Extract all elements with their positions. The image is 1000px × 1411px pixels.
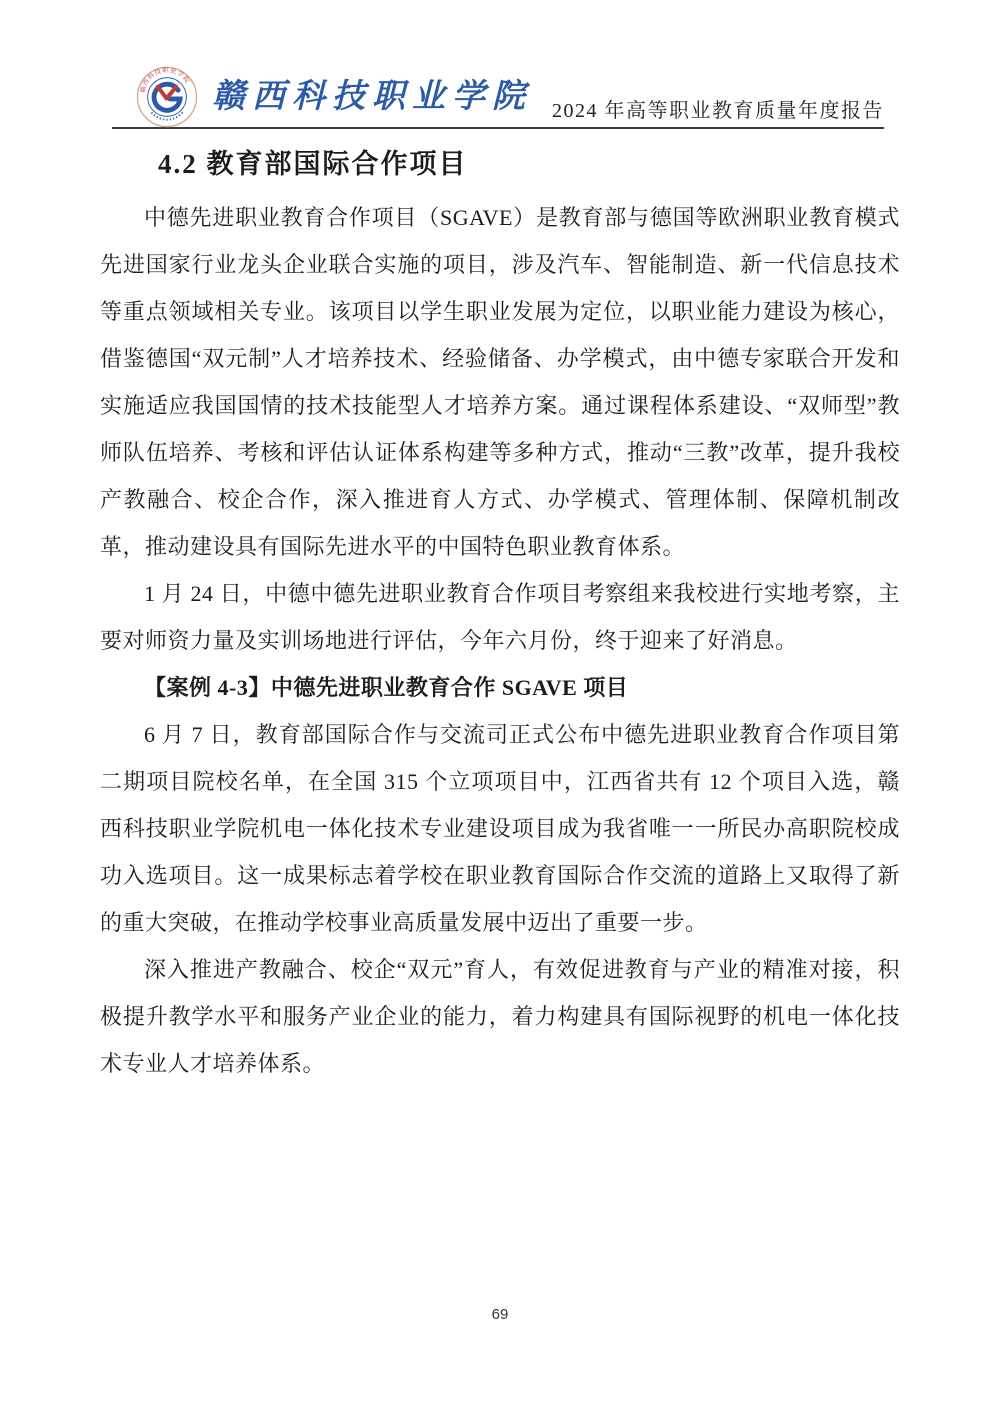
seal-arc-text: 赣西科技职业学院 <box>139 66 192 94</box>
paragraph-project-selection: 6 月 7 日，教育部国际合作与交流司正式公布中德先进职业教育合作项目第二期项目院校名单，在全国 315 个立项项目中，江西省共有 12 个项目入选，赣西科技职业学院机电一体化技术专业建设项目成为我省唯一一所民办高职院校成功入选项目。这一成果标志着学校在职业教育国际合作交流的道路上又取得了新的重大突破，在推动学校事业高质量发展中迈出了重要一步。 <box>100 722 900 935</box>
case-heading: 【案例 4-3】中德先进职业教育合作 SGAVE 项目 <box>144 675 629 700</box>
paragraph-sgave-intro: 中德先进职业教育合作项目（SGAVE）是教育部与德国等欧洲职业教育模式先进国家行业龙头企业联合实施的项目，涉及汽车、智能制造、新一代信息技术等重点领域相关专业。该项目以学生职业发展为定位，以职业能力建设为核心，借鉴德国“双元制”人才培养技术、经验储备、办学模式，由中德专家联合开发和实施适应我国国情的技术技能型人才培养方案。通过课程体系建设、“双师型”教师队伍培养、考核和评估认证体系构建等多种方式，推动“三教”改革，提升我校产教融合、校企合作，深入推进育人方式、办学模式、管理体制、保障机制改革，推动建设具有国际先进水平的中国特色职业教育体系。 <box>100 205 900 559</box>
paragraph-inspection-visit: 1 月 24 日，中德中德先进职业教育合作项目考察组来我校进行实地考察，主要对师资力量及实训场地进行评估，今年六月份，终于迎来了好消息。 <box>100 581 900 653</box>
page-header <box>112 60 884 129</box>
document-content <box>100 140 900 1087</box>
school-name: 赣西科技职业学院 <box>212 78 532 115</box>
page-number: 69 <box>491 1306 509 1323</box>
school-brand <box>136 66 532 128</box>
report-title: 2024 年高等职业教育质量年度报告 <box>552 100 884 122</box>
paragraph-talent-cultivation: 深入推进产教融合、校企“双元”育人，有效促进教育与产业的精准对接，积极提升教学水平和服务产业企业的能力，着力构建具有国际视野的机电一体化技术专业人才培养体系。 <box>100 957 900 1076</box>
school-emblem-icon <box>136 66 198 128</box>
section-heading: 4.2 教育部国际合作项目 <box>158 149 468 179</box>
